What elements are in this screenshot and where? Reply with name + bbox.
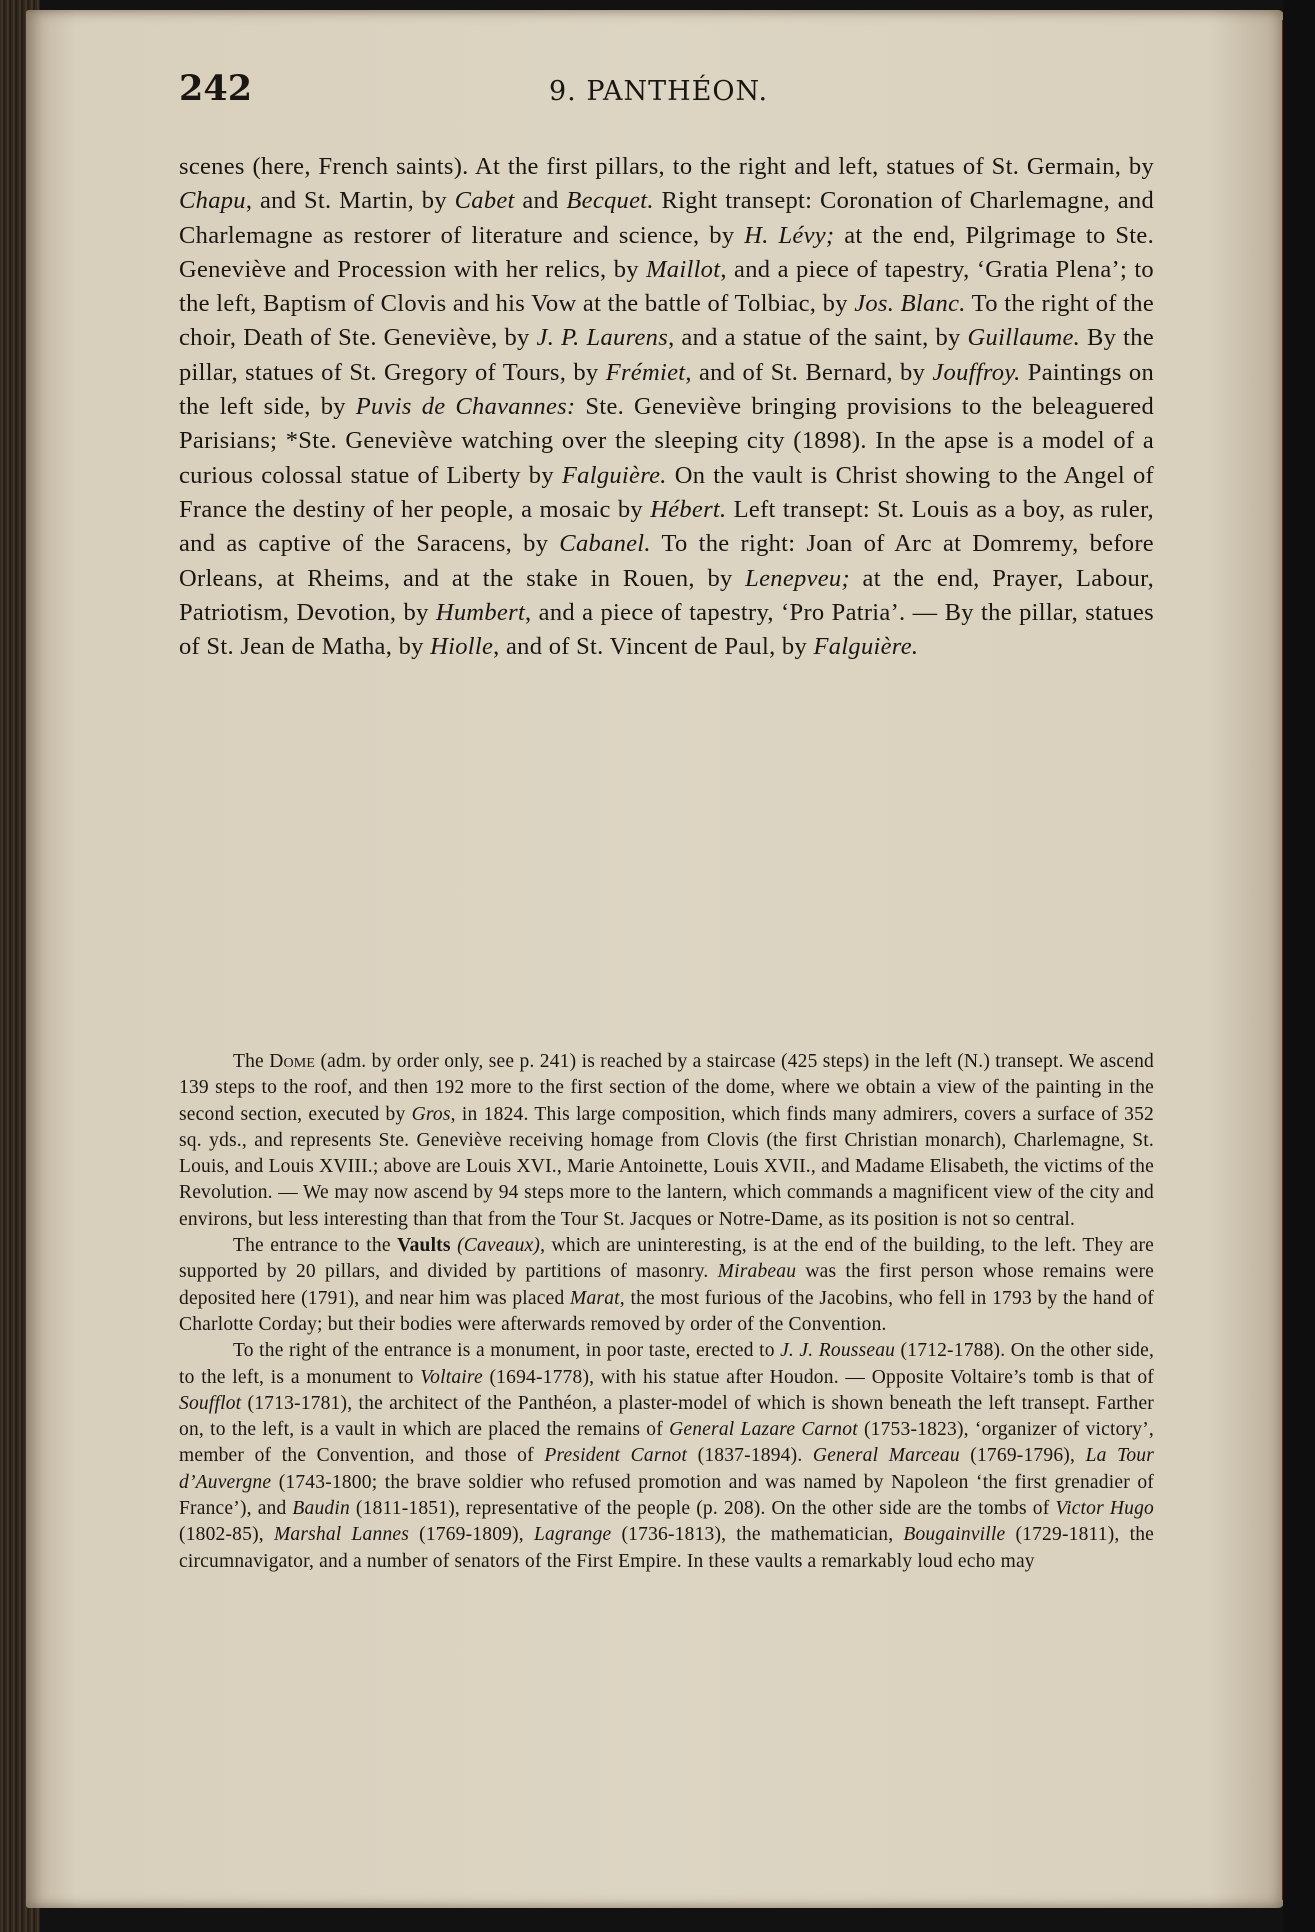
- text-run: To the right: Joan of Arc at Domremy, before Orleans, at Rheims, and at the stake in Rouen, by: [179, 530, 1154, 592]
- person-name: Voltaire: [420, 1366, 483, 1388]
- artist-name: Hébert.: [650, 495, 727, 523]
- artist-name: Gros: [411, 1103, 451, 1125]
- page-number: 242: [179, 68, 253, 109]
- text-run: , which are uninteresting, is at the end of the building, to the left. They are supported by 20 pillars, and divided by partitions of masonry.: [179, 1235, 1154, 1283]
- section-title: 9. PANTHÉON.: [549, 76, 769, 107]
- text-run: (1769-1809),: [409, 1524, 534, 1546]
- person-name: Bougainville: [903, 1524, 1006, 1546]
- text-run: at the end, Prayer, Labour, Patriotism, Devotion, by: [179, 564, 1154, 626]
- artist-name: Cabanel.: [559, 530, 651, 558]
- text-run: By the pillar, statues of St. Gregory of Tours, by: [179, 324, 1154, 386]
- text-run: , in 1824. This large composition, which finds many admirers, covers a surface of 352 sq. yds., and represents Ste. Geneviève receiving homage from Clovis (the first Christian monarch), Charlemagne, St. Louis, and Louis XVIII.; above are Louis XVI., Marie Antoinette, Louis XVII., and Madame Elisabeth, the victims of the Revolution. — We may now ascend by 94 steps more to the lantern, which commands a magnificent view of the city and environs, but less interesting than that from the Tour St. Jacques or Notre-Dame, as its position is not so central.: [179, 1103, 1154, 1230]
- text-run: (1753-1823), ‘organizer of victory’, member of the Convention, and those of: [179, 1419, 1154, 1467]
- text-run: , and a piece of tapestry, ‘Pro Patria’. — By the pillar, statues of St. Jean de Matha, by: [179, 598, 1154, 661]
- text-run: (adm. by order only, see p. 241) is reached by a staircase (425 steps) in the left (N.) transept. We ascend 139 steps to the roof, and then 192 more to the first section of the dome, where we obtain a view of the painting in the second section, executed by: [179, 1051, 1154, 1125]
- artist-name: Cabet: [454, 187, 515, 215]
- text-run: , and of St. Vincent de Paul, by: [493, 633, 814, 661]
- artist-name: Guillaume.: [967, 324, 1081, 352]
- artist-name: Puvis de Chavannes:: [355, 393, 576, 421]
- text-run: (1712-1788). On the other side, to the left, is a monument to: [179, 1340, 1155, 1388]
- text-run: and: [514, 187, 567, 215]
- text-run: To the right of the choir, Death of Ste. Geneviève, by: [179, 290, 1154, 352]
- person-name: President Carnot: [544, 1445, 688, 1467]
- text-run: (1837-1894).: [687, 1445, 813, 1467]
- text-run: On the vault is Christ showing to the Angel of France the destiny of her people, a mosaic by: [179, 461, 1155, 523]
- person-name: Soufflot: [179, 1392, 242, 1414]
- person-name: Marat: [570, 1287, 620, 1309]
- artist-name: J. P. Laurens: [536, 324, 669, 352]
- text-run: (1694-1778), with his statue after Houdon. — Opposite Voltaire’s tomb is that of: [482, 1366, 1155, 1388]
- text-run: Ste. Geneviève bringing provisions to the beleaguered Parisians; *Ste. Geneviève watching over the sleeping city (1898). In the apse is a model of a curious colossal statue of Liberty by: [179, 393, 1154, 489]
- person-name: La Tour d’Auvergne: [179, 1445, 1155, 1493]
- text-run: (1736-1813), the mathematician,: [611, 1524, 904, 1546]
- person-name: General Lazare Carnot: [669, 1419, 858, 1441]
- text-run: (1729-1811), the circumnavigator, and a number of senators of the First Empire. In these vaults a remarkably loud echo may: [179, 1524, 1154, 1572]
- small-print-block: [179, 1049, 1154, 1575]
- text-run: To the right of the entrance is a monument, in poor taste, erected to: [233, 1340, 781, 1362]
- text-run: Left transept: St. Louis as a boy, as ruler, and as captive of the Saracens, by: [179, 495, 1154, 558]
- person-name: Victor Hugo: [1055, 1498, 1155, 1520]
- text-run: (1713-1781), the architect of the Panthéon, a plaster-model of which is shown beneath the left transept. Farther on, to the left, is a vault in which are placed the remains of: [179, 1392, 1154, 1441]
- text-run: , and of St. Bernard, by: [685, 358, 933, 386]
- artist-name: Frémiet: [605, 358, 686, 386]
- artist-name: Chapu: [179, 187, 246, 215]
- text-run: The entrance to the: [233, 1235, 398, 1257]
- text-run: Right transept: Coronation of Charlemagne, and Charlemagne as restorer of literature and science, by: [179, 187, 1154, 249]
- text-run: , and a statue of the saint, by: [668, 324, 968, 352]
- person-name: Baudin: [292, 1498, 350, 1520]
- text-run: (1743-1800; the brave soldier who refused promotion and was named by Napoleon ‘the first grenadier of France’), and: [179, 1471, 1154, 1520]
- artist-name: Humbert: [435, 598, 526, 626]
- heading-term: Dome: [269, 1051, 316, 1072]
- artist-name: Falguière.: [561, 461, 667, 489]
- person-name: J. J. Rousseau: [780, 1340, 896, 1362]
- text-run: was the first person whose remains were deposited here (1791), and near him was placed: [179, 1261, 1154, 1309]
- text-run: (1802-85),: [179, 1524, 274, 1546]
- person-name: Marshal Lannes: [273, 1524, 410, 1546]
- paragraph-vaults: [179, 1233, 1154, 1338]
- text-run: (1811-1851), representative of the people (p. 208). On the other side are the tombs of: [349, 1498, 1056, 1520]
- person-name: Mirabeau: [717, 1261, 797, 1283]
- paragraph-dome: [179, 1049, 1154, 1233]
- text-run: , the most furious of the Jacobins, who fell in 1793 by the hand of Charlotte Corday; but their bodies were afterwards removed by order of the Convention.: [179, 1287, 1154, 1335]
- main-text-block: [179, 150, 1154, 664]
- heading-term-italic: (Caveaux): [457, 1235, 541, 1257]
- artist-name: Becquet.: [566, 187, 654, 215]
- text-run: Paintings on the left side, by: [179, 358, 1155, 421]
- artist-name: Jos. Blanc.: [854, 290, 966, 318]
- artist-name: Jouffroy.: [932, 358, 1021, 386]
- text-run: The: [233, 1051, 270, 1072]
- person-name: Lagrange: [533, 1524, 612, 1546]
- person-name: General Marceau: [812, 1445, 960, 1467]
- scan-background: [1283, 0, 1315, 1932]
- running-head: [179, 68, 1154, 118]
- paragraph-tombs: [179, 1338, 1154, 1575]
- paragraph-main: [179, 150, 1154, 664]
- artist-name: Hiolle: [430, 633, 494, 661]
- text-run: , and St. Martin, by: [245, 187, 455, 215]
- text-run: (1769-1796),: [959, 1445, 1086, 1467]
- artist-name: Maillot: [646, 255, 721, 283]
- heading-term: Vaults: [397, 1235, 451, 1257]
- text-run: at the end, Pilgrimage to Ste. Geneviève and Procession with her relics, by: [179, 221, 1154, 283]
- text-run: scenes (here, French saints). At the first pillars, to the right and left, statues of St. Germain, by: [179, 153, 1154, 180]
- artist-name: Lenepveu;: [745, 564, 850, 592]
- artist-name: Falguière.: [813, 633, 919, 661]
- text-run: , and a piece of tapestry, ‘Gratia Plena’; to the left, Baptism of Clovis and his Vow at the battle of Tolbiac, by: [179, 255, 1154, 318]
- artist-name: H. Lévy;: [744, 221, 835, 249]
